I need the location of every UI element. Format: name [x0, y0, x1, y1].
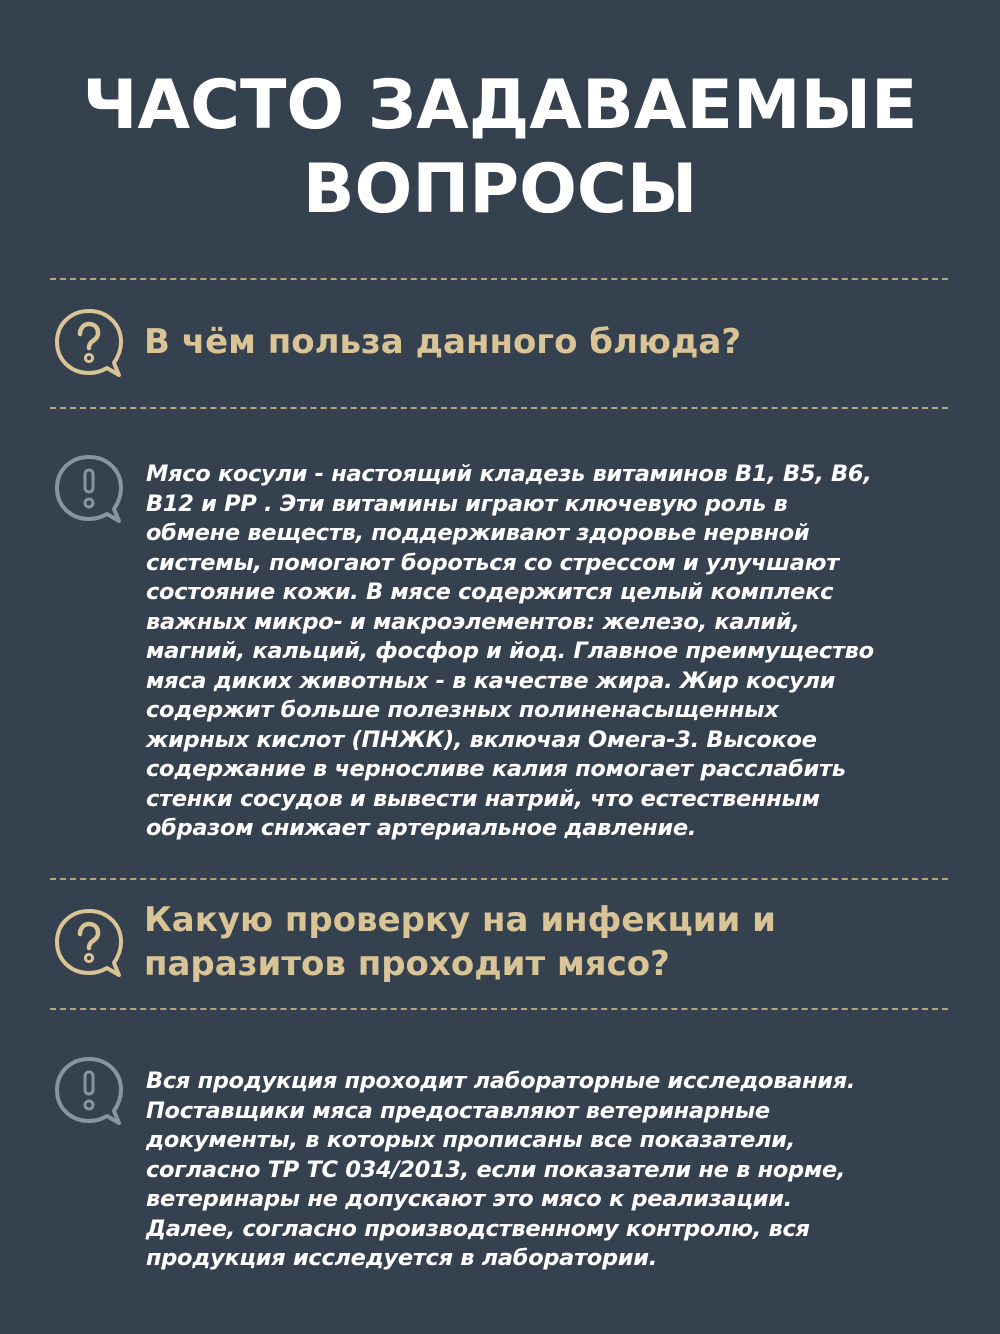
divider — [50, 407, 948, 409]
divider — [50, 878, 948, 880]
answer-line: образом снижает артериальное давление. — [146, 815, 697, 841]
answer-line: согласно ТР ТС 034/2013, если показатели не в норме, — [146, 1156, 846, 1183]
answer-line: мяса диких животных - в качестве жира. Жир косули — [146, 667, 836, 694]
page-title-line-2: ВОПРОСЫ — [302, 150, 698, 229]
answer-line: важных микро- и макроэлементов: железо, калий, — [146, 608, 800, 635]
answer-line: стенки сосудов и вывести натрий, что естественным — [146, 785, 820, 812]
faq-question-1: В чём польза данного блюда? — [144, 322, 742, 362]
exclamation-bubble-icon — [52, 452, 126, 526]
answer-line: системы, помогают бороться со стрессом и улучшают — [146, 549, 839, 576]
answer-line: В12 и РР . Эти витамины играют ключевую роль в — [146, 490, 788, 517]
answer-line: Вся продукция проходит лабораторные исследования. — [146, 1068, 856, 1094]
answer-line: документы, в которых прописаны все показатели, — [146, 1127, 795, 1153]
answer-line: Поставщики мяса предоставляют ветеринарные — [146, 1097, 770, 1124]
faq-answer-1 — [146, 460, 966, 844]
page-title-line-1: ЧАСТО ЗАДАВАЕМЫЕ — [82, 66, 918, 145]
question-line: паразитов проходит мясо? — [144, 944, 670, 984]
divider — [50, 278, 948, 280]
question-bubble-icon — [52, 306, 126, 380]
faq-question-2 — [144, 898, 964, 986]
answer-line: магний, кальций, фосфор и йод. Главное преимущество — [146, 638, 874, 664]
answer-line: продукция исследуется в лаборатории. — [146, 1245, 657, 1271]
exclamation-bubble-icon — [52, 1054, 126, 1128]
answer-line: состояние кожи. В мясе содержится целый комплекс — [146, 579, 834, 605]
answer-line: обмене веществ, поддерживают здоровье нервной — [146, 520, 810, 546]
page-title — [0, 64, 1000, 232]
divider — [50, 1008, 948, 1010]
answer-line: содержание в черносливе калия помогает расслабить — [146, 756, 846, 782]
answer-line: жирных кислот (ПНЖК), включая Омега-3. Высокое — [146, 726, 817, 753]
faq-answer-2 — [146, 1067, 966, 1274]
answer-line: содержит больше полезных полиненасыщенных — [146, 697, 779, 723]
question-line: Какую проверку на инфекции и — [144, 900, 777, 940]
answer-line: ветеринары не допускают это мясо к реализации. — [146, 1186, 792, 1212]
question-bubble-icon — [52, 906, 126, 980]
answer-line: Далее, согласно производственному контролю, вся — [146, 1215, 810, 1242]
answer-line: Мясо косули - настоящий кладезь витаминов В1, В5, В6, — [146, 461, 872, 487]
